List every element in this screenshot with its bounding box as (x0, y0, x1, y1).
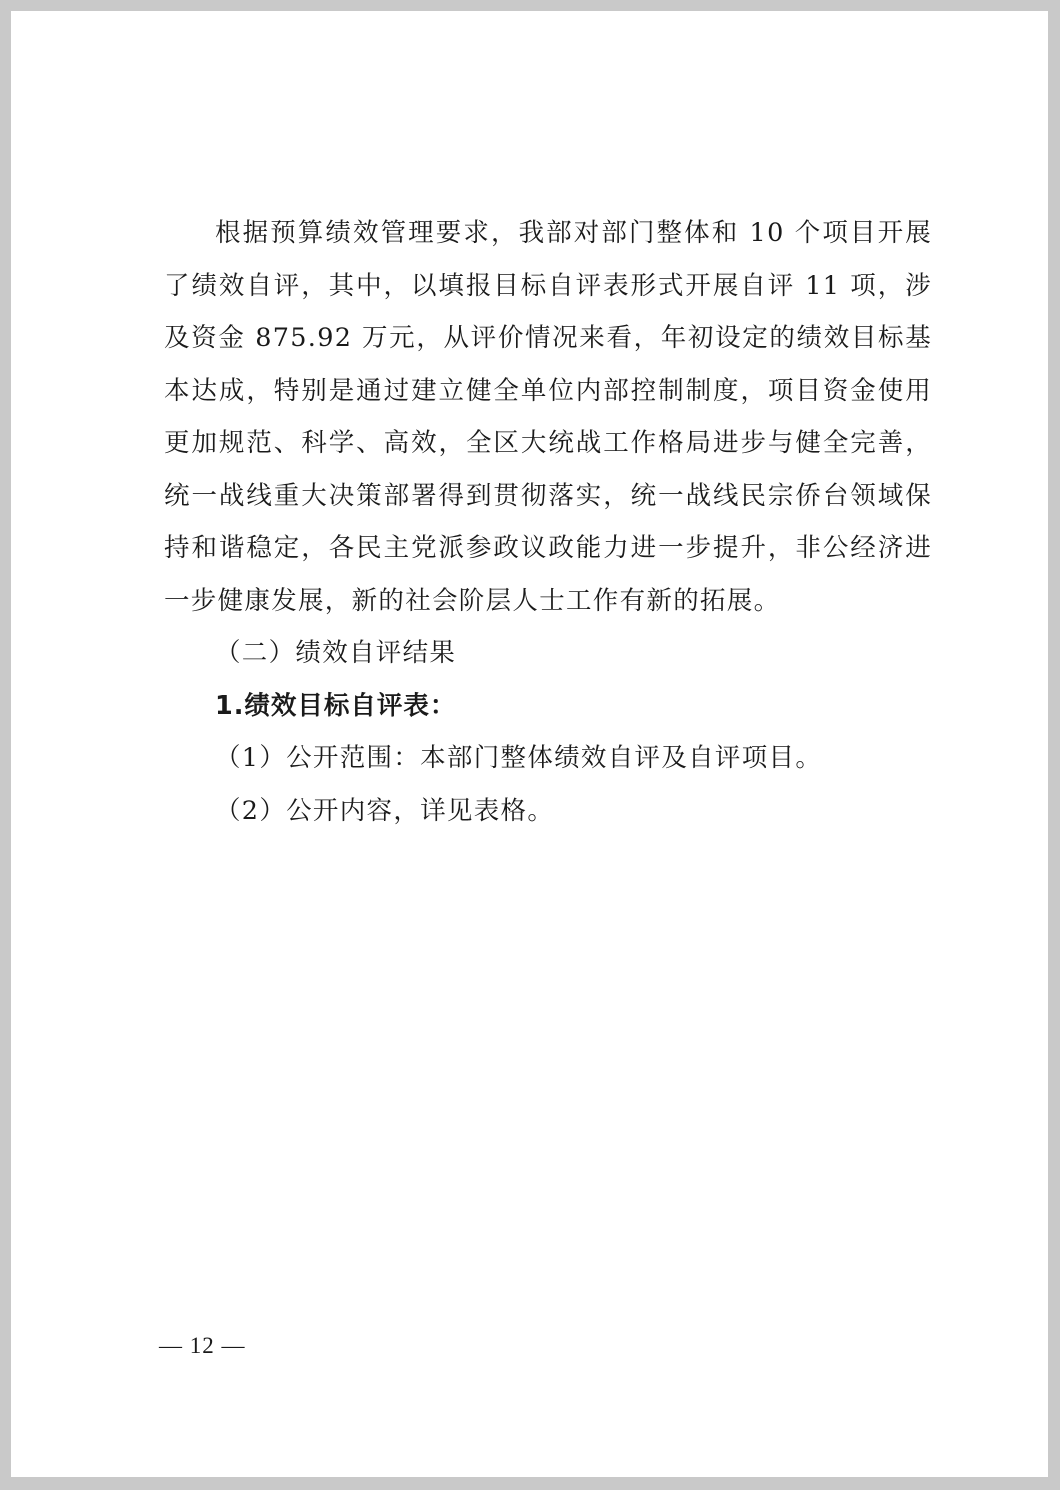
document-body (164, 207, 932, 837)
subheading: 1.绩效目标自评表： (215, 690, 457, 721)
list-item-content: （2）公开内容，详见表格。 (215, 795, 555, 826)
page-number: — 12 — (159, 1333, 246, 1358)
document-page (11, 11, 1048, 1477)
list-item-scope: （1）公开范围：本部门整体绩效自评及自评项目。 (215, 743, 823, 773)
paragraph-summary: 根据预算绩效管理要求，我部对部门整体和 10 个项目开展了绩效自评，其中，以填报目标自评表形式开展自评 11 项，涉及资金 875.92 万元，从评价情况来看，年初设定的绩效目标基本达成，特别是通过建立健全单位内部控制制度，项目资金使用更加规范、科学、高效，全区大统战工作格局进步与健全完善，统一战线重大决策部署得到贯彻落实，统一战线民宗侨台领域保持和谐稳定，各民主党派参政议政能力进一步提升，非公经济进一步健康发展，新的社会阶层人士工作有新的拓展。 (164, 218, 932, 616)
section-heading: （二）绩效自评结果 (215, 638, 457, 668)
